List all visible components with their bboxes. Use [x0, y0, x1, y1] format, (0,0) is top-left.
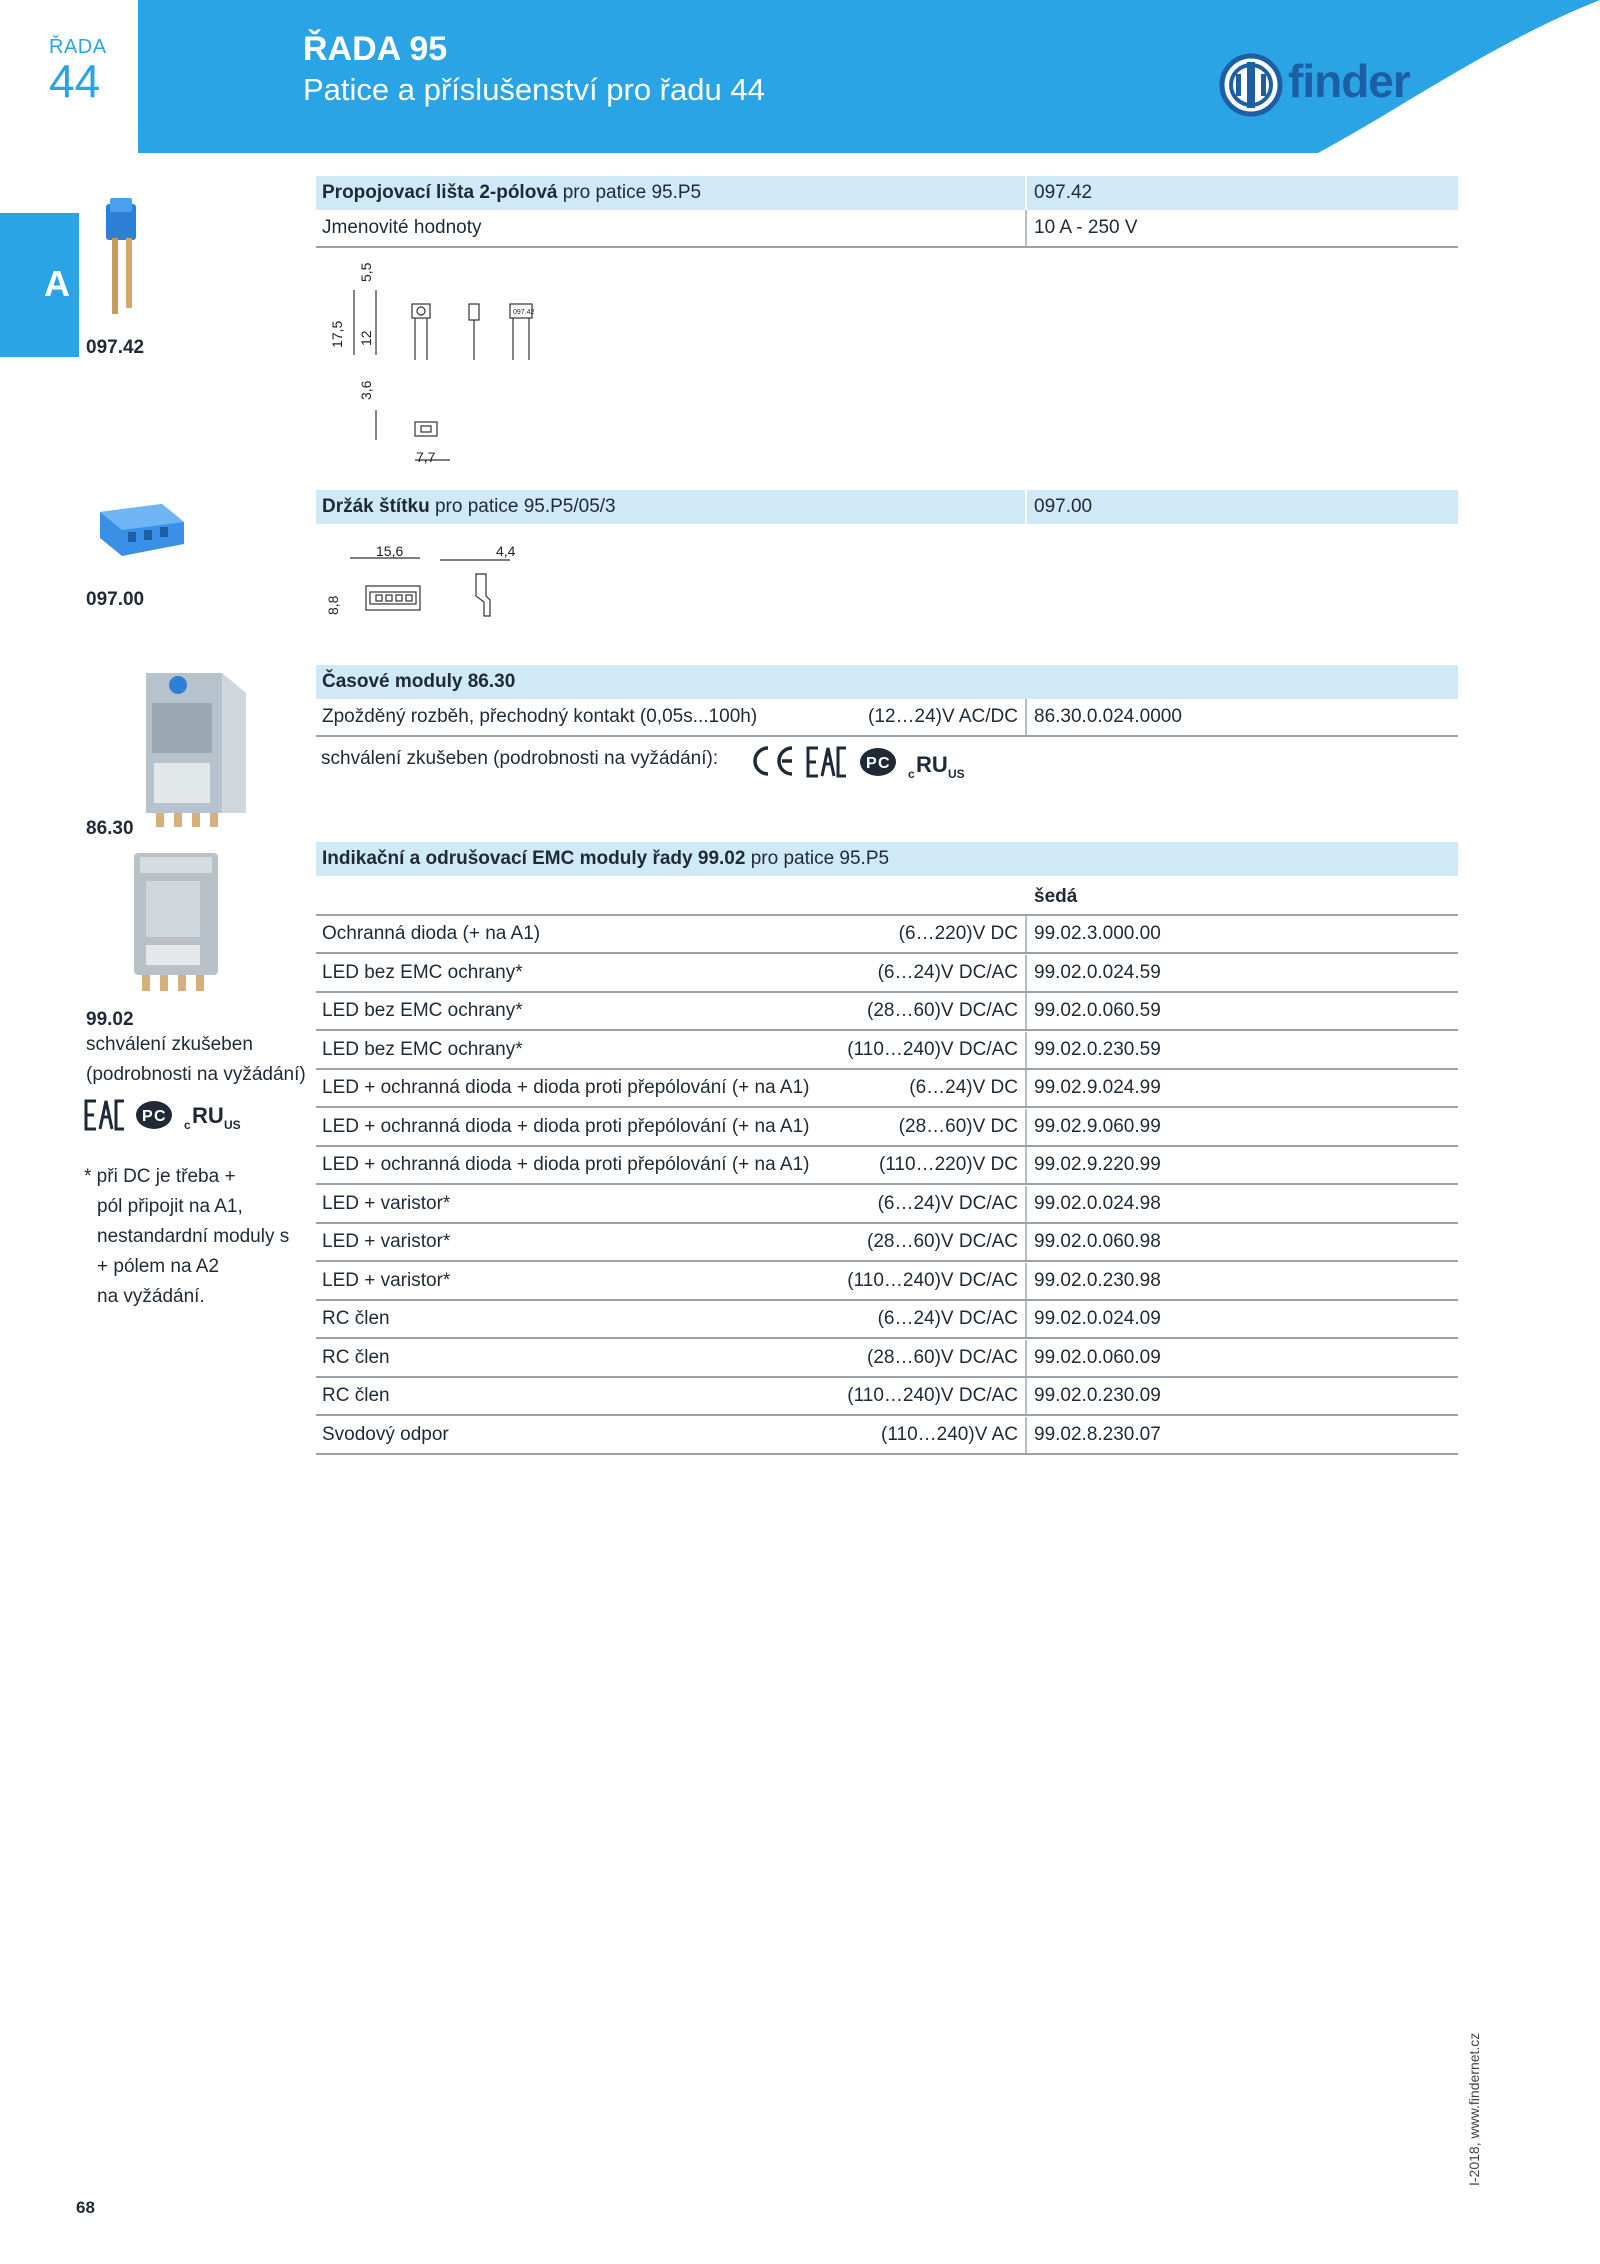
emc-row-desc: LED + ochranná dioda + dioda proti přepólování (+ na A1): [322, 1116, 810, 1137]
approvals-note-line1: schválení zkušeben: [86, 1034, 253, 1055]
holder-title-rest: pro patice 95.P5/05/3: [429, 496, 616, 517]
timer-row: [316, 699, 1458, 737]
approval-marks-left: [84, 1097, 254, 1133]
emc-row-code: 99.02.0.060.59: [1034, 1000, 1161, 1021]
emc-row-voltage: (6…220)V DC: [898, 923, 1018, 944]
finder-logo-text: finder: [1288, 55, 1410, 107]
emc-table-row: [316, 1263, 1458, 1301]
dim-15-6: 15,6: [376, 543, 404, 559]
emc-row-desc: LED + ochranná dioda + dioda proti přepólování (+ na A1): [322, 1154, 810, 1175]
approvals-note-line2: (podrobnosti na vyžádání): [86, 1064, 306, 1085]
emc-row-desc: RC člen: [322, 1308, 390, 1329]
page-subtitle: Patice a příslušenství pro řadu 44: [303, 72, 765, 107]
svg-text:C: C: [878, 755, 890, 772]
dim-7-7: 7,7: [416, 449, 436, 465]
holder-dimension-drawing: [320, 540, 560, 620]
emc-row-desc: LED + varistor*: [322, 1270, 451, 1291]
timer-title: Časové moduly 86.30: [322, 671, 516, 692]
emc-table-row: [316, 1186, 1458, 1224]
emc-row-voltage: (110…240)V DC/AC: [847, 1270, 1018, 1291]
emc-row-voltage: (28…60)V DC/AC: [867, 1000, 1018, 1021]
svg-text:c: c: [184, 1118, 191, 1132]
dim-17-5: 17,5: [329, 320, 345, 348]
emc-row-voltage: (6…24)V DC/AC: [877, 1193, 1018, 1214]
emc-table-row: [316, 916, 1458, 954]
emc-table-row: [316, 1301, 1458, 1339]
emc-row-code: 99.02.0.230.59: [1034, 1039, 1161, 1060]
series-number: 44: [49, 55, 101, 107]
dc-note-line2: pól připojit na A1,: [97, 1196, 243, 1217]
timer-desc: Zpožděný rozběh, přechodný kontakt (0,05s...100h): [322, 706, 758, 727]
emc-row-code: 99.02.0.060.09: [1034, 1347, 1161, 1368]
link-dimension-drawing: [320, 250, 560, 475]
dc-note-line5: na vyžádání.: [97, 1286, 205, 1307]
emc-row-code: 99.02.0.230.09: [1034, 1385, 1161, 1406]
emc-row-voltage: (6…24)V DC/AC: [877, 962, 1018, 983]
emc-title-bold: Indikační a odrušovací EMC moduly řady 99.02: [322, 848, 746, 869]
emc-row-voltage: (28…60)V DC: [898, 1116, 1018, 1137]
emc-table-row: [316, 1224, 1458, 1262]
code-097-00-label: 097.00: [86, 589, 145, 610]
emc-table-row: [316, 1032, 1458, 1070]
dim-8-8: 8,8: [325, 595, 341, 615]
link-code: 097.42: [1034, 182, 1093, 203]
link-rating-value: 10 A - 250 V: [1034, 217, 1138, 238]
link-title-rest: pro patice 95.P5: [557, 182, 702, 203]
emc-table-row: [316, 1147, 1458, 1185]
jumper-link-image: [92, 190, 172, 318]
emc-row-voltage: (110…240)V DC/AC: [847, 1039, 1018, 1060]
emc-column-header: šedá: [1034, 886, 1078, 907]
emc-module-image: [126, 847, 236, 997]
pct-mark-icon: [860, 748, 896, 776]
emc-row-desc: LED + ochranná dioda + dioda proti přepólování (+ na A1): [322, 1077, 810, 1098]
page-number: 68: [76, 2198, 95, 2217]
emc-row-desc: RC člen: [322, 1347, 390, 1368]
emc-row-desc: Svodový odpor: [322, 1424, 449, 1445]
emc-table-header: [316, 842, 1458, 876]
ul-mark-icon: [908, 752, 965, 781]
series-label: ŘADA: [49, 36, 107, 58]
dc-note-line3: nestandardní moduly s: [97, 1226, 290, 1247]
emc-table-row: [316, 1340, 1458, 1378]
emc-title-rest: pro patice 95.P5: [745, 848, 890, 869]
link-title-bold: Propojovací lišta 2-pólová: [322, 182, 558, 203]
timer-approval-text: schválení zkušeben (podrobnosti na vyžádání):: [321, 748, 719, 769]
emc-table-row: [316, 1070, 1458, 1108]
ce-mark-icon: [755, 748, 792, 774]
emc-row-voltage: (28…60)V DC/AC: [867, 1347, 1018, 1368]
emc-row-code: 99.02.9.060.99: [1034, 1116, 1161, 1137]
emc-row-code: 99.02.0.060.98: [1034, 1231, 1161, 1252]
timer-module-image: [126, 663, 276, 833]
emc-table-row: [316, 1417, 1458, 1455]
link-rating-row: [316, 210, 1458, 248]
dc-note-line1: * při DC je třeba +: [84, 1166, 236, 1187]
link-rating-label: Jmenovité hodnoty: [322, 217, 482, 238]
emc-table-row: [316, 1109, 1458, 1147]
dim-4-4: 4,4: [496, 543, 516, 559]
eac-mark-icon: [86, 1101, 124, 1129]
emc-row-desc: LED bez EMC ochrany*: [322, 962, 523, 983]
section-tab: [0, 213, 79, 357]
emc-table-row: [316, 955, 1458, 993]
svg-text:US: US: [224, 1118, 241, 1132]
dc-note-line4: + pólem na A2: [97, 1256, 220, 1277]
emc-row-voltage: (110…220)V DC: [878, 1154, 1018, 1175]
timer-table-header: [316, 665, 1458, 699]
emc-row-code: 99.02.0.230.98: [1034, 1270, 1161, 1291]
page-title: ŘADA 95: [303, 30, 448, 68]
emc-column-header-row: [316, 876, 1458, 916]
emc-row-code: 99.02.3.000.00: [1034, 923, 1161, 944]
emc-row-voltage: (110…240)V AC: [881, 1424, 1018, 1445]
emc-table-row: [316, 1378, 1458, 1416]
svg-text:P: P: [866, 755, 877, 772]
emc-row-code: 99.02.9.024.99: [1034, 1077, 1161, 1098]
emc-row-voltage: (28…60)V DC/AC: [867, 1231, 1018, 1252]
emc-row-desc: LED + varistor*: [322, 1193, 451, 1214]
finder-logo-icon: [1218, 52, 1284, 118]
emc-row-code: 99.02.0.024.59: [1034, 962, 1161, 983]
emc-row-desc: LED bez EMC ochrany*: [322, 1039, 523, 1060]
dim-12: 12: [358, 330, 374, 346]
pct-mark-icon: [136, 1101, 172, 1129]
emc-table-row: [316, 993, 1458, 1031]
emc-row-desc: Ochranná dioda (+ na A1): [322, 923, 541, 944]
section-tab-label: A: [44, 263, 70, 304]
footer-vertical-text: I-2018, www.findernet.cz: [1466, 2032, 1482, 2186]
svg-text:RU: RU: [192, 1103, 224, 1128]
finder-logo: [1218, 52, 1458, 120]
svg-text:US: US: [948, 767, 965, 781]
eac-mark-icon: [808, 748, 846, 776]
holder-code: 097.00: [1034, 496, 1093, 517]
emc-row-code: 99.02.0.024.09: [1034, 1308, 1161, 1329]
link-table-header: [316, 176, 1458, 210]
emc-row-voltage: (6…24)V DC/AC: [877, 1308, 1018, 1329]
svg-text:RU: RU: [916, 752, 948, 777]
holder-title-bold: Držák štítku: [322, 496, 430, 517]
emc-row-code: 99.02.9.220.99: [1034, 1154, 1161, 1175]
holder-table-header: [316, 490, 1458, 524]
emc-row-voltage: (6…24)V DC: [909, 1077, 1018, 1098]
code-99-02-label: 99.02: [86, 1009, 134, 1030]
code-86-30-label: 86.30: [86, 818, 134, 839]
emc-row-code: 99.02.8.230.07: [1034, 1424, 1161, 1445]
approval-marks-timer: [748, 742, 998, 782]
timer-voltage: (12…24)V AC/DC: [868, 706, 1018, 727]
label-holder-image: [92, 498, 188, 568]
svg-text:P: P: [142, 1108, 153, 1125]
dim-3-6: 3,6: [358, 380, 374, 400]
emc-row-desc: RC člen: [322, 1385, 390, 1406]
ul-mark-icon: [184, 1103, 241, 1132]
link-plate-text: 097.42: [513, 309, 535, 316]
emc-row-desc: LED bez EMC ochrany*: [322, 1000, 523, 1021]
code-097-42-label: 097.42: [86, 337, 145, 358]
svg-text:c: c: [908, 767, 915, 781]
timer-code: 86.30.0.024.0000: [1034, 706, 1182, 727]
emc-row-code: 99.02.0.024.98: [1034, 1193, 1161, 1214]
svg-text:C: C: [154, 1108, 166, 1125]
dim-5-5: 5,5: [358, 262, 374, 282]
emc-row-voltage: (110…240)V DC/AC: [847, 1385, 1018, 1406]
emc-row-desc: LED + varistor*: [322, 1231, 451, 1252]
